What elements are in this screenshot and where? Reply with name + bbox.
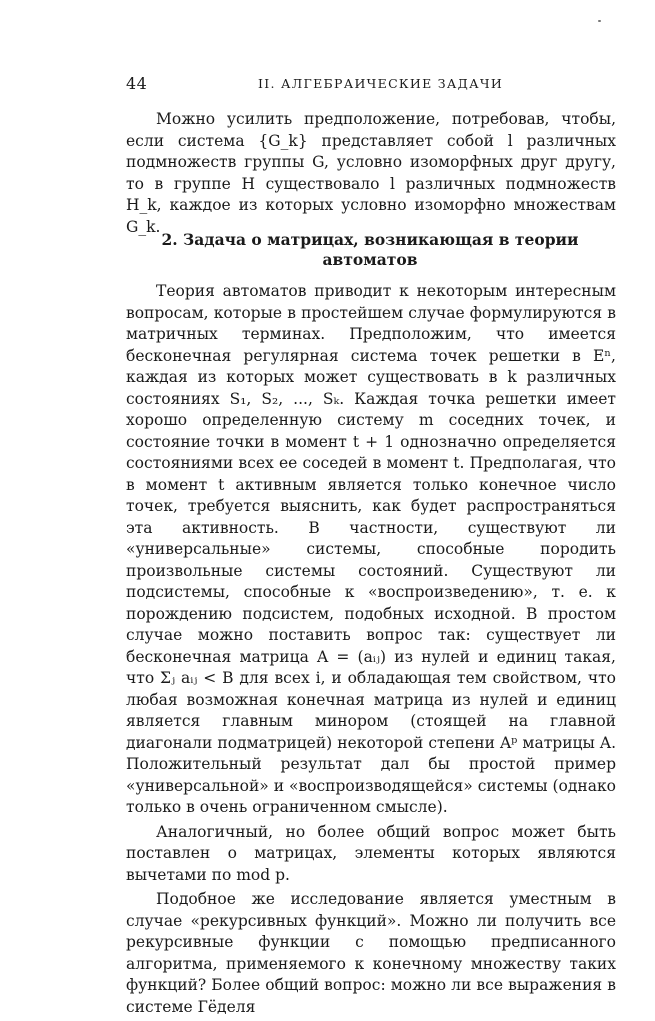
paragraph-modp: Аналогичный, но более общий вопрос может быть поставлен о матрицах, элементы которых являются вычетами по mod p. — [126, 822, 616, 884]
intro-paragraph-block — [126, 109, 616, 238]
paragraph-recursive: Подобное же исследование является уместным в случае «рекурсивных функций». Можно ли получить все рекурсивные функции с помощью предписанного алгоритма, применяемого к конечному множеству таких функций? Более общий вопрос: можно ли все выражения в системе Гёделя — [126, 890, 616, 1016]
page-header — [126, 74, 616, 96]
page-number: 44 — [126, 74, 148, 93]
intro-paragraph: Можно усилить предположение, потребовав, чтобы, если система {G_k} представляет собой l различных подмножеств группы G, условно изоморфных друг другу, то в группе H существовало l различных подмножеств H_k, каждое из которых условно изоморфно множествам G_k. — [126, 110, 616, 236]
paragraph-automata: Теория автоматов приводит к некоторым интересным вопросам, которые в простейшем случае формулируются в матричных терминах. Предположим, что имеется бесконечная регулярная система точек решетки в Eⁿ, каждая из которых может существовать в k различных состояниях S₁, S₂, ..., Sₖ. Каждая точка решетки имеет хорошо определенную систему m соседних точек, и состояние точки в момент t + 1 однозначно определяется состояниями всех ее соседей в момент t. Предполагая, что в момент t активным является только конечное число точек, требуется выяснить, как будет распространяться эта активность. В частности, существуют ли «универсальные» системы, способные породить произвольные системы состояний. Существуют ли подсистемы, способные к «воспроизведению», т. е. к порождению подсистем, подобных исходной. В простом случае можно поставить вопрос так: существует ли бесконечная матрица A = (aᵢⱼ) из нулей и единиц такая, что Σⱼ aᵢⱼ < B для всех i, и обладающая тем свойством, что любая возможная конечная матрица из нулей и единиц является главным минором (стоящей на главной диагонали подматрицей) некоторой степени Aᵖ матрицы A. Положительный результат дал бы простой пример «универсальной» и «воспроизводящейся» системы (однако только в очень ограниченном смысле). — [126, 282, 616, 816]
scan-speck — [598, 20, 601, 22]
section-title: 2. Задача о матрицах, возникающая в теории автоматов — [161, 230, 579, 269]
section-body — [126, 281, 616, 1021]
running-head: II. АЛГЕБРАИЧЕСКИЕ ЗАДАЧИ — [258, 76, 504, 91]
